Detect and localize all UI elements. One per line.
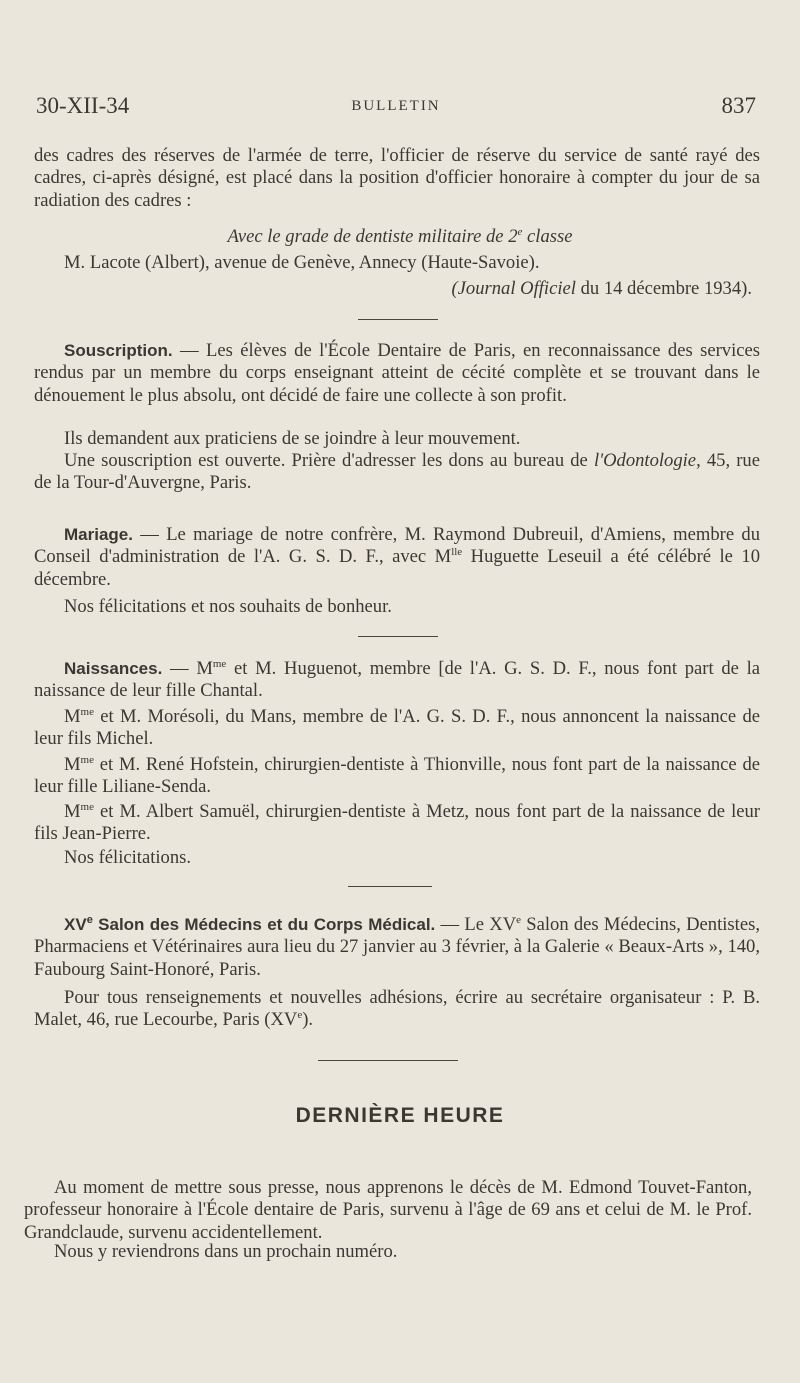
naissances-p3: $M^{me}$ et M. René Hofstein, chirurgien-dentiste à Thionville, nous font part de la naissance de leur fille Liliane-Senda.: [34, 754, 760, 798]
souscription-p2: Ils demandent aux praticiens de se joindre à leur mouvement.: [64, 428, 521, 449]
section-divider: [358, 636, 438, 637]
salon-heading: XVe Salon des Médecins et du Corps Médical.: [64, 914, 436, 934]
naissances-p2: $M^{me}$ et M. Morésoli, du Mans, membre de l'A. G. S. D. F., nous annoncent la naissance de leur fils Michel.: [34, 706, 760, 750]
running-header: [36, 93, 756, 123]
issue-date: 30-XII-34: [36, 93, 130, 118]
naissances-p1: Naissances. — $M^{me}$ et M. Huguenot, membre [de l'A. G. S. D. F., nous font part de la naissance de leur fille Chantal.: [34, 658, 760, 702]
naissances-heading: Naissances.: [64, 659, 163, 678]
section-divider: [348, 886, 432, 887]
souscription-p3: Une souscription est ouverte. Prière d'adresser les dons au bureau de l'Odontologie, 45, rue de la Tour-d'Auvergne, Paris.: [34, 450, 760, 494]
page-number: 837: [721, 93, 756, 118]
person-line: M. Lacote (Albert), avenue de Genève, Annecy (Haute-Savoie).: [64, 252, 540, 273]
mariage-p2: Nos félicitations et nos souhaits de bonheur.: [64, 596, 392, 617]
souscription-paragraph: Souscription. — Les élèves de l'École Dentaire de Paris, en reconnaissance des services rendus par un membre du corps enseignant atteint de cécité complète et se trouvant dans le dénouement le plus absolu, ont décidé de faire une collecte à son profit.: [34, 340, 760, 406]
derniere-heure-p1: Au moment de mettre sous presse, nous apprenons le décès de M. Edmond Touvet-Fanton, professeur honoraire à l'École dentaire de Paris, survenu à l'âge de 69 ans et celui de M. le Prof. Grandclaude, survenu accidentellement.: [24, 1177, 752, 1243]
naissances-p5: Nos félicitations.: [64, 847, 192, 868]
journal-title: BULLETIN: [351, 98, 441, 114]
section-divider: [358, 319, 438, 320]
mariage-heading: Mariage.: [64, 525, 133, 544]
derniere-heure-title: DERNIÈRE HEURE: [295, 1104, 505, 1127]
source-citation: (Journal Officiel du 14 décembre 1934).: [451, 278, 752, 299]
salon-p2: Pour tous renseignements et nouvelles adhésions, écrire au secrétaire organisateur : P. B. Malet, 46, rue Lecourbe, Paris (XVe).: [34, 987, 760, 1031]
mariage-paragraph: Mariage. — Le mariage de notre confrère, M. Raymond Dubreuil, d'Amiens, membre du Conseil d'administration de l'A. G. S. D. F., avec $M^{lle}$ Huguette Leseuil a été célébré le 10 décembre.: [34, 524, 761, 590]
souscription-heading: Souscription.: [64, 341, 173, 360]
naissances-p4: $M^{me}$ et M. Albert Samuël, chirurgien-dentiste à Metz, nous font part de la naissance de leur fils Jean-Pierre.: [34, 801, 760, 845]
intro-paragraph: des cadres des réserves de l'armée de terre, l'officier de réserve du service de santé rayé des cadres, ci-après désigné, est placé dans la position d'officier honoraire à compter du jour de sa radiation des cadres :: [34, 145, 760, 211]
derniere-heure-p2: Nous y reviendrons dans un prochain numéro.: [54, 1241, 398, 1262]
salon-p1: XVe Salon des Médecins et du Corps Médical. — Le XVe Salon des Médecins, Dentistes, Pharmaciens et Vétérinaires aura lieu du 27 janvier au 3 février, à la Galerie « Beaux-Arts », 140, Faubourg Saint-Honoré, Paris.: [34, 914, 760, 980]
section-divider: [318, 1060, 458, 1061]
grade-line: Avec le grade de dentiste militaire de 2e classe: [227, 226, 573, 247]
